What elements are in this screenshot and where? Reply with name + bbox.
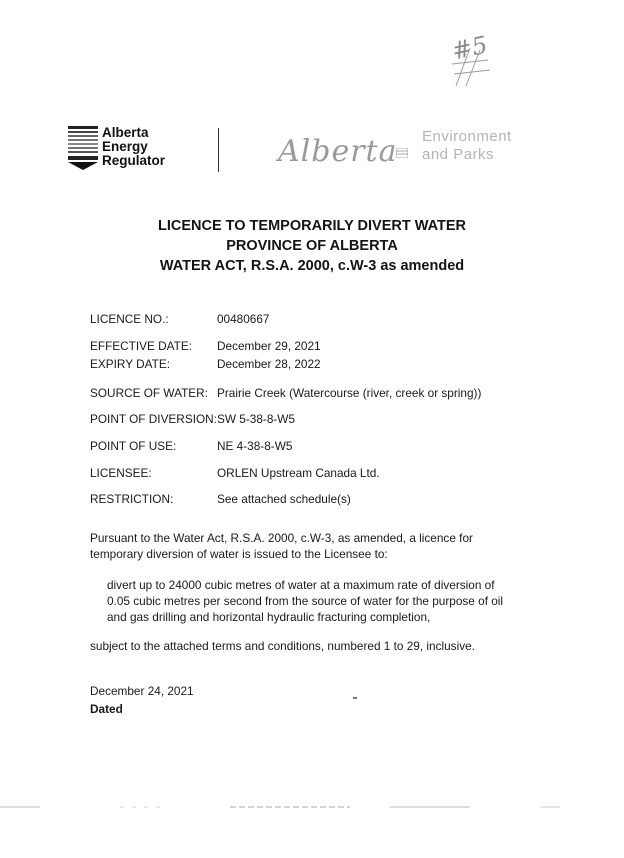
aer-name-line1: Alberta — [102, 125, 149, 140]
restriction-value: See attached schedule(s) — [217, 492, 351, 506]
source-of-water-label: SOURCE OF WATER: — [90, 386, 208, 400]
licence-no-value: 00480667 — [217, 312, 270, 326]
point-of-diversion-value: SW 5-38-8-W5 — [217, 412, 296, 426]
subject-paragraph: subject to the attached terms and conditions, numbered 1 to 29, inclusive. — [90, 639, 475, 653]
source-of-water-value: Prairie Creek (Watercourse (river, creek or spring)) — [217, 386, 482, 400]
alberta-env-logo — [268, 126, 528, 176]
dated-label: Dated — [90, 702, 123, 716]
effective-date-label: EFFECTIVE DATE: — [90, 339, 193, 353]
alberta-script-wordmark: Alberta — [278, 134, 398, 169]
divert-paragraph: divert up to 24000 cubic metres of water at a maximum rate of diversion of 0.05 cubic metres per second from the source of water for the purpose of oil and gas drilling and horizontal hydraulic fracturing completion, — [107, 578, 504, 624]
dated-value: December 24, 2021 — [90, 684, 194, 698]
aer-logo — [66, 126, 186, 174]
point-of-use-value: NE 4-38-8-W5 — [217, 439, 293, 453]
logo-divider — [218, 128, 219, 172]
expiry-date-label: EXPIRY DATE: — [90, 357, 170, 371]
licensee-label: LICENSEE: — [90, 466, 152, 480]
scan-speck — [353, 697, 357, 699]
aer-emblem-icon — [66, 126, 100, 170]
restriction-label: RESTRICTION: — [90, 492, 174, 506]
env-line2: and Parks — [422, 146, 495, 163]
licensee-value: ORLEN Upstream Canada Ltd. — [217, 466, 380, 480]
title-line2: PROVINCE OF ALBERTA — [226, 238, 398, 254]
aer-name-line2: Energy — [102, 139, 148, 154]
effective-date-value: December 29, 2021 — [217, 339, 321, 353]
aer-name-line3: Regulator — [102, 153, 166, 168]
pursuant-paragraph: Pursuant to the Water Act, R.S.A. 2000, c.W-3, as amended, a licence for temporary diversion of water is issued to the Licensee to: — [90, 531, 473, 561]
handwritten-scribble — [448, 36, 518, 96]
point-of-diversion-label: POINT OF DIVERSION: — [90, 412, 217, 426]
expiry-date-value: December 28, 2022 — [217, 357, 321, 371]
env-line1: Environment — [422, 128, 512, 145]
alberta-flag-icon — [396, 148, 408, 158]
licence-no-label: LICENCE NO.: — [90, 312, 169, 326]
point-of-use-label: POINT OF USE: — [90, 439, 177, 453]
bottom-scan-line — [0, 804, 624, 810]
handwritten-mark: #5 — [449, 30, 490, 66]
title-line3: WATER ACT, R.S.A. 2000, c.W-3 as amended — [159, 258, 465, 274]
title-line1: LICENCE TO TEMPORARILY DIVERT WATER — [157, 218, 467, 234]
